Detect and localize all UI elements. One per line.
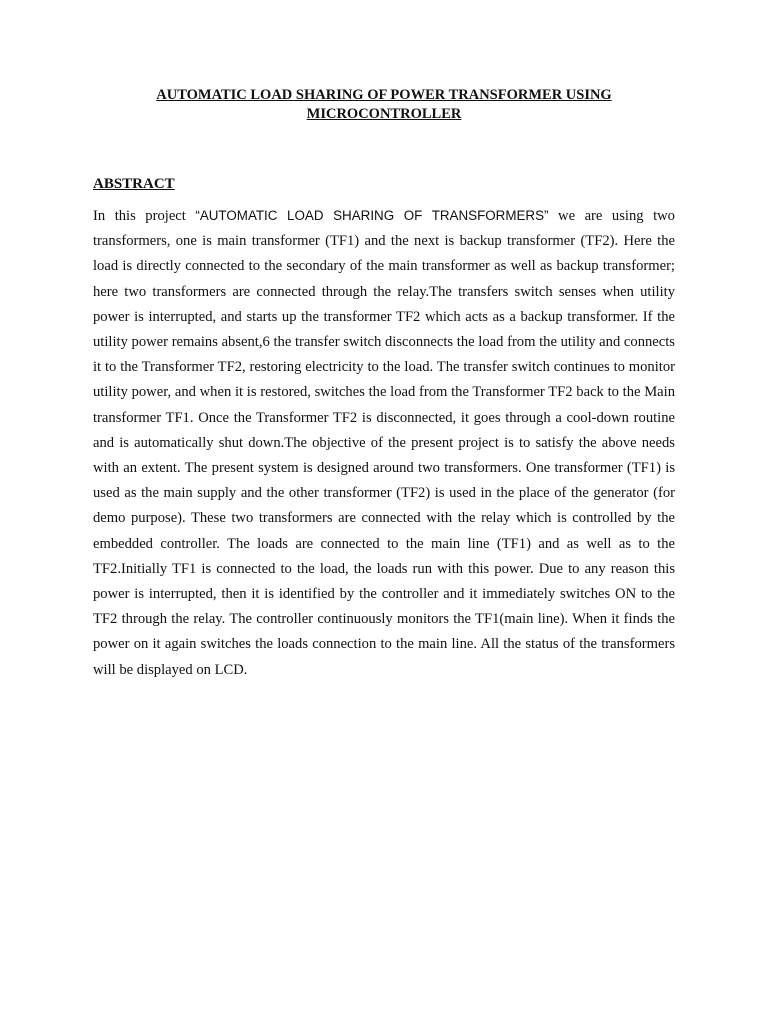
abstract-body: we are using two transformers, one is main transformer (TF1) and the next is backup transformer (TF2). Here the load is directly connected to the secondary of the main transformer as well as backup transformer; here two transformers are connected through the relay.The transfers switch senses when utility power is interrupted, and starts up the transformer TF2 which acts as a backup transformer. If the utility power remains absent,6 the transfer switch disconnects the load from the utility and connects it to the Transformer TF2, restoring electricity to the load. The transfer switch continues to monitor utility power, and when it is restored, switches the load from the Transformer TF2 back to the Main transformer TF1. Once the Transformer TF2 is disconnected, it goes through a cool-down routine and is automatically shut down.The objective of the present project is to satisfy the above needs with an extent. The present system is designed around two transformers. One transformer (TF1) is used as the main supply and the other transformer (TF2) is used in the place of the generator (for demo purpose). These two transformers are connected with the relay which is controlled by the embedded controller. The loads are connected to the main line (TF1) and as well as to the TF2.Initially TF1 is connected to the load, the loads run with this power. Due to any reason this power is interrupted, then it is identified by the controller and it immediately switches ON to the TF2 through the relay. The controller continuously monitors the TF1(main line). When it finds the power on it again switches the loads connection to the main line. All the status of the transformers will be displayed on LCD. <box>93 208 675 678</box>
document-title: AUTOMATIC LOAD SHARING OF POWER TRANSFORMER USING MICROCONTROLLER <box>156 87 612 122</box>
abstract-intro: In this project <box>93 208 196 224</box>
abstract-quoted-title: “AUTOMATIC LOAD SHARING OF TRANSFORMERS” <box>195 208 549 223</box>
abstract-paragraph <box>93 203 675 683</box>
abstract-heading: ABSTRACT <box>93 176 175 192</box>
